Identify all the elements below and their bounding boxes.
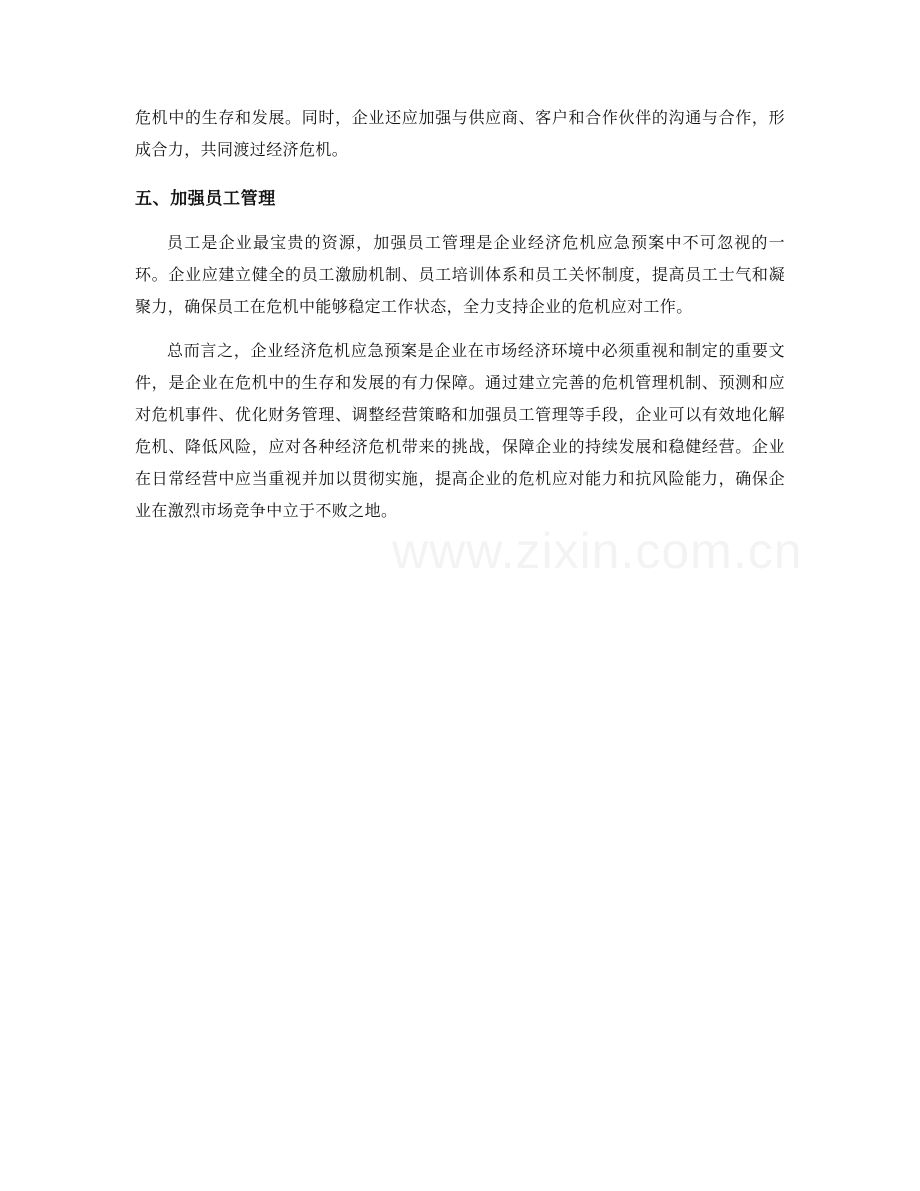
paragraph-employee-management: 员工是企业最宝贵的资源，加强员工管理是企业经济危机应急预案中不可忽视的一环。企业应建立健全的员工激励机制、员工培训体系和员工关怀制度，提高员工士气和凝聚力，确保员工在危机中能够稳定工作状态，全力支持企业的危机应对工作。 (135, 233, 785, 316)
paragraph-conclusion: 总而言之，企业经济危机应急预案是企业在市场经济环境中必须重视和制定的重要文件，是企业在危机中的生存和发展的有力保障。通过建立完善的危机管理机制、预测和应对危机事件、优化财务管理、调整经营策略和加强员工管理等手段，企业可以有效地化解危机、降低风险，应对各种经济危机带来的挑战，保障企业的持续发展和稳健经营。企业在日常经营中应当重视并加以贯彻实施，提高企业的危机应对能力和抗风险能力，确保企业在激烈市场竞争中立于不败之地。 (135, 341, 785, 520)
paragraph-intro-continued: 危机中的生存和发展。同时，企业还应加强与供应商、客户和合作伙伴的沟通与合作，形成合力，共同渡过经济危机。 (135, 108, 785, 159)
watermark-text (392, 522, 803, 580)
paragraph-spacer (135, 323, 785, 335)
document-body (135, 102, 785, 527)
section-heading: 五、加强员工管理 (135, 189, 276, 209)
